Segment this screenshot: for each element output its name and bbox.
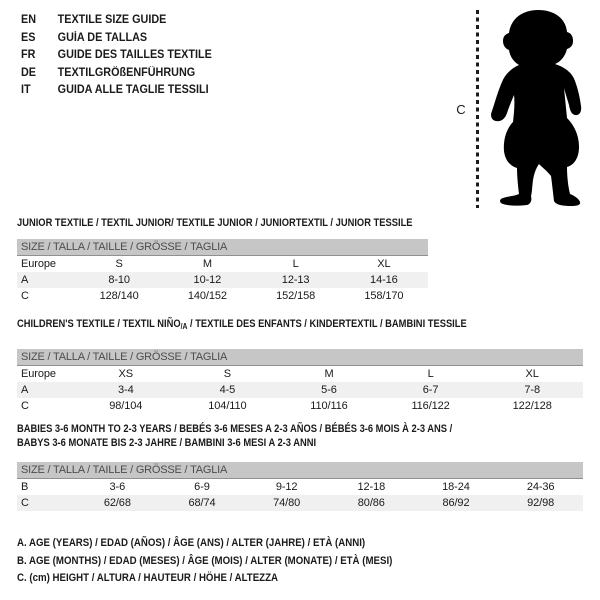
size-row-b bbox=[17, 479, 583, 495]
babies-table-section bbox=[17, 422, 583, 511]
size-value-cell: 18-24 bbox=[442, 481, 470, 493]
size-value-cell: 110/116 bbox=[310, 400, 348, 412]
size-value-cell: 9-12 bbox=[275, 481, 298, 493]
height-dashed-line bbox=[476, 10, 479, 208]
junior-table-title: JUNIOR TEXTILE / TEXTIL JUNIOR/ TEXTILE JUNIOR / JUNIORTEXTIL / JUNIOR TESSILE bbox=[17, 217, 413, 229]
children-table-section bbox=[17, 318, 583, 414]
size-value-cell: 158/170 bbox=[364, 290, 404, 302]
size-value-cell: XS bbox=[118, 368, 134, 380]
size-value-cell: 5-6 bbox=[321, 384, 337, 396]
language-row-fr bbox=[21, 47, 212, 65]
size-value-cell: 4-5 bbox=[219, 384, 236, 396]
language-row-de bbox=[21, 65, 212, 83]
row-label: C bbox=[21, 497, 29, 509]
babies-size-header: SIZE / TALLA / TAILLE / GRÖSSE / TAGLIA bbox=[17, 462, 583, 479]
size-value-cell: S bbox=[223, 368, 232, 380]
size-value-cell: 86/92 bbox=[442, 497, 470, 509]
language-code: FR bbox=[21, 49, 36, 61]
language-title: TEXTILE SIZE GUIDE bbox=[57, 14, 167, 26]
size-value-cell: 152/158 bbox=[276, 290, 316, 302]
size-value-cell: 140/152 bbox=[187, 290, 227, 302]
size-row-a bbox=[17, 382, 583, 398]
size-value-cell: 12-18 bbox=[357, 481, 386, 493]
language-title: GUIDE DES TAILLES TEXTILE bbox=[57, 49, 212, 61]
note-line-b: B. AGE (MONTHS) / EDAD (MESES) / ÂGE (MOIS) / ALTER (MONATE) / ETÀ (MESI) bbox=[17, 554, 393, 567]
row-label: B bbox=[21, 481, 29, 493]
size-row-a bbox=[17, 272, 428, 288]
language-row-en bbox=[21, 12, 212, 30]
note-line-c: C. (cm) HEIGHT / ALTURA / HAUTEUR / HÖHE / ALTEZZA bbox=[17, 572, 279, 584]
size-value-cell: 98/104 bbox=[109, 400, 143, 412]
size-value-cell: S bbox=[115, 258, 123, 270]
junior-table-section bbox=[17, 217, 428, 304]
row-label: C bbox=[21, 290, 29, 302]
size-value-cell: XL bbox=[377, 258, 391, 270]
size-value-cell: 122/128 bbox=[512, 400, 552, 412]
row-label: A bbox=[21, 274, 29, 286]
size-value-cell: XL bbox=[525, 368, 539, 380]
babies-title-line-2: BABYS 3-6 MONATE BIS 2-3 JAHRE / BAMBINI 3-6 MESI A 2-3 ANNI bbox=[17, 437, 317, 449]
size-value-cell: 12-13 bbox=[281, 274, 310, 286]
row-label: Europe bbox=[21, 258, 56, 270]
language-title: TEXTILGRÖßENFÜHRUNG bbox=[57, 66, 196, 79]
language-title: GUÍA DE TALLAS bbox=[57, 31, 148, 44]
children-title-text-2: / TEXTILE DES ENFANTS / KINDERTEXTIL / BAMBINI TESSILE bbox=[187, 318, 467, 330]
baby-silhouette-icon bbox=[485, 8, 595, 208]
language-row-it bbox=[21, 82, 212, 100]
babies-title-line-1: BABIES 3-6 MONTH TO 2-3 YEARS / BEBÉS 3-6 MESES A 2-3 AÑOS / BÉBÉS 3-6 MOIS À 2-3 ANS / bbox=[17, 423, 453, 435]
size-value-cell: 8-10 bbox=[108, 274, 130, 286]
children-size-table bbox=[17, 366, 583, 414]
junior-size-header: SIZE / TALLA / TAILLE / GRÖSSE / TAGLIA bbox=[17, 239, 428, 256]
babies-table-title bbox=[17, 422, 498, 450]
size-value-cell: L bbox=[292, 258, 299, 270]
size-value-cell: M bbox=[202, 258, 212, 270]
language-title: GUIDA ALLE TAGLIE TESSILI bbox=[57, 84, 209, 96]
size-value-cell: 68/74 bbox=[188, 497, 216, 509]
size-value-cell: 3-4 bbox=[117, 384, 134, 396]
size-value-cell: 3-6 bbox=[109, 481, 126, 493]
language-code: ES bbox=[21, 31, 36, 44]
language-code: IT bbox=[21, 84, 31, 96]
language-row-es bbox=[21, 30, 212, 48]
row-label: C bbox=[21, 400, 29, 412]
language-code: EN bbox=[21, 14, 37, 26]
size-value-cell: 62/68 bbox=[103, 497, 131, 509]
size-value-cell: 74/80 bbox=[273, 497, 301, 509]
size-value-cell: 80/86 bbox=[357, 497, 385, 509]
language-code: DE bbox=[21, 66, 37, 79]
size-value-cell: 104/110 bbox=[208, 400, 247, 412]
size-value-cell: 6-7 bbox=[422, 384, 439, 396]
size-row-c bbox=[17, 495, 583, 511]
row-label: Europe bbox=[21, 368, 56, 380]
size-row-europe bbox=[17, 256, 428, 272]
children-title-text: CHILDREN'S TEXTILE / TEXTIL NIÑO bbox=[17, 318, 181, 330]
size-value-cell: 14-16 bbox=[370, 274, 398, 286]
junior-size-table bbox=[17, 256, 428, 304]
size-value-cell: 6-9 bbox=[194, 481, 210, 493]
babies-size-table bbox=[17, 479, 583, 511]
size-value-cell: 128/140 bbox=[99, 290, 139, 302]
size-row-c bbox=[17, 398, 583, 414]
notes bbox=[17, 535, 444, 588]
size-value-cell: 24-36 bbox=[526, 481, 555, 493]
children-title-subscript: /A bbox=[180, 322, 188, 331]
note-line-a: A. AGE (YEARS) / EDAD (AÑOS) / ÂGE (ANS) / ALTER (JAHRE) / ETÀ (ANNI) bbox=[17, 537, 366, 549]
language-list bbox=[21, 12, 224, 100]
size-value-cell: 116/122 bbox=[411, 400, 450, 412]
row-label: A bbox=[21, 384, 29, 396]
size-row-europe bbox=[17, 366, 583, 382]
children-table-title bbox=[17, 318, 498, 333]
size-value-cell: 7-8 bbox=[524, 384, 540, 396]
size-value-cell: 10-12 bbox=[193, 274, 222, 286]
size-row-c bbox=[17, 288, 428, 304]
size-value-cell: L bbox=[427, 368, 434, 380]
size-value-cell: 92/98 bbox=[527, 497, 555, 509]
height-measure-label: C bbox=[456, 102, 466, 117]
size-value-cell: M bbox=[324, 368, 334, 380]
children-size-header: SIZE / TALLA / TAILLE / GRÖSSE / TAGLIA bbox=[17, 349, 583, 366]
height-figure bbox=[450, 5, 598, 211]
